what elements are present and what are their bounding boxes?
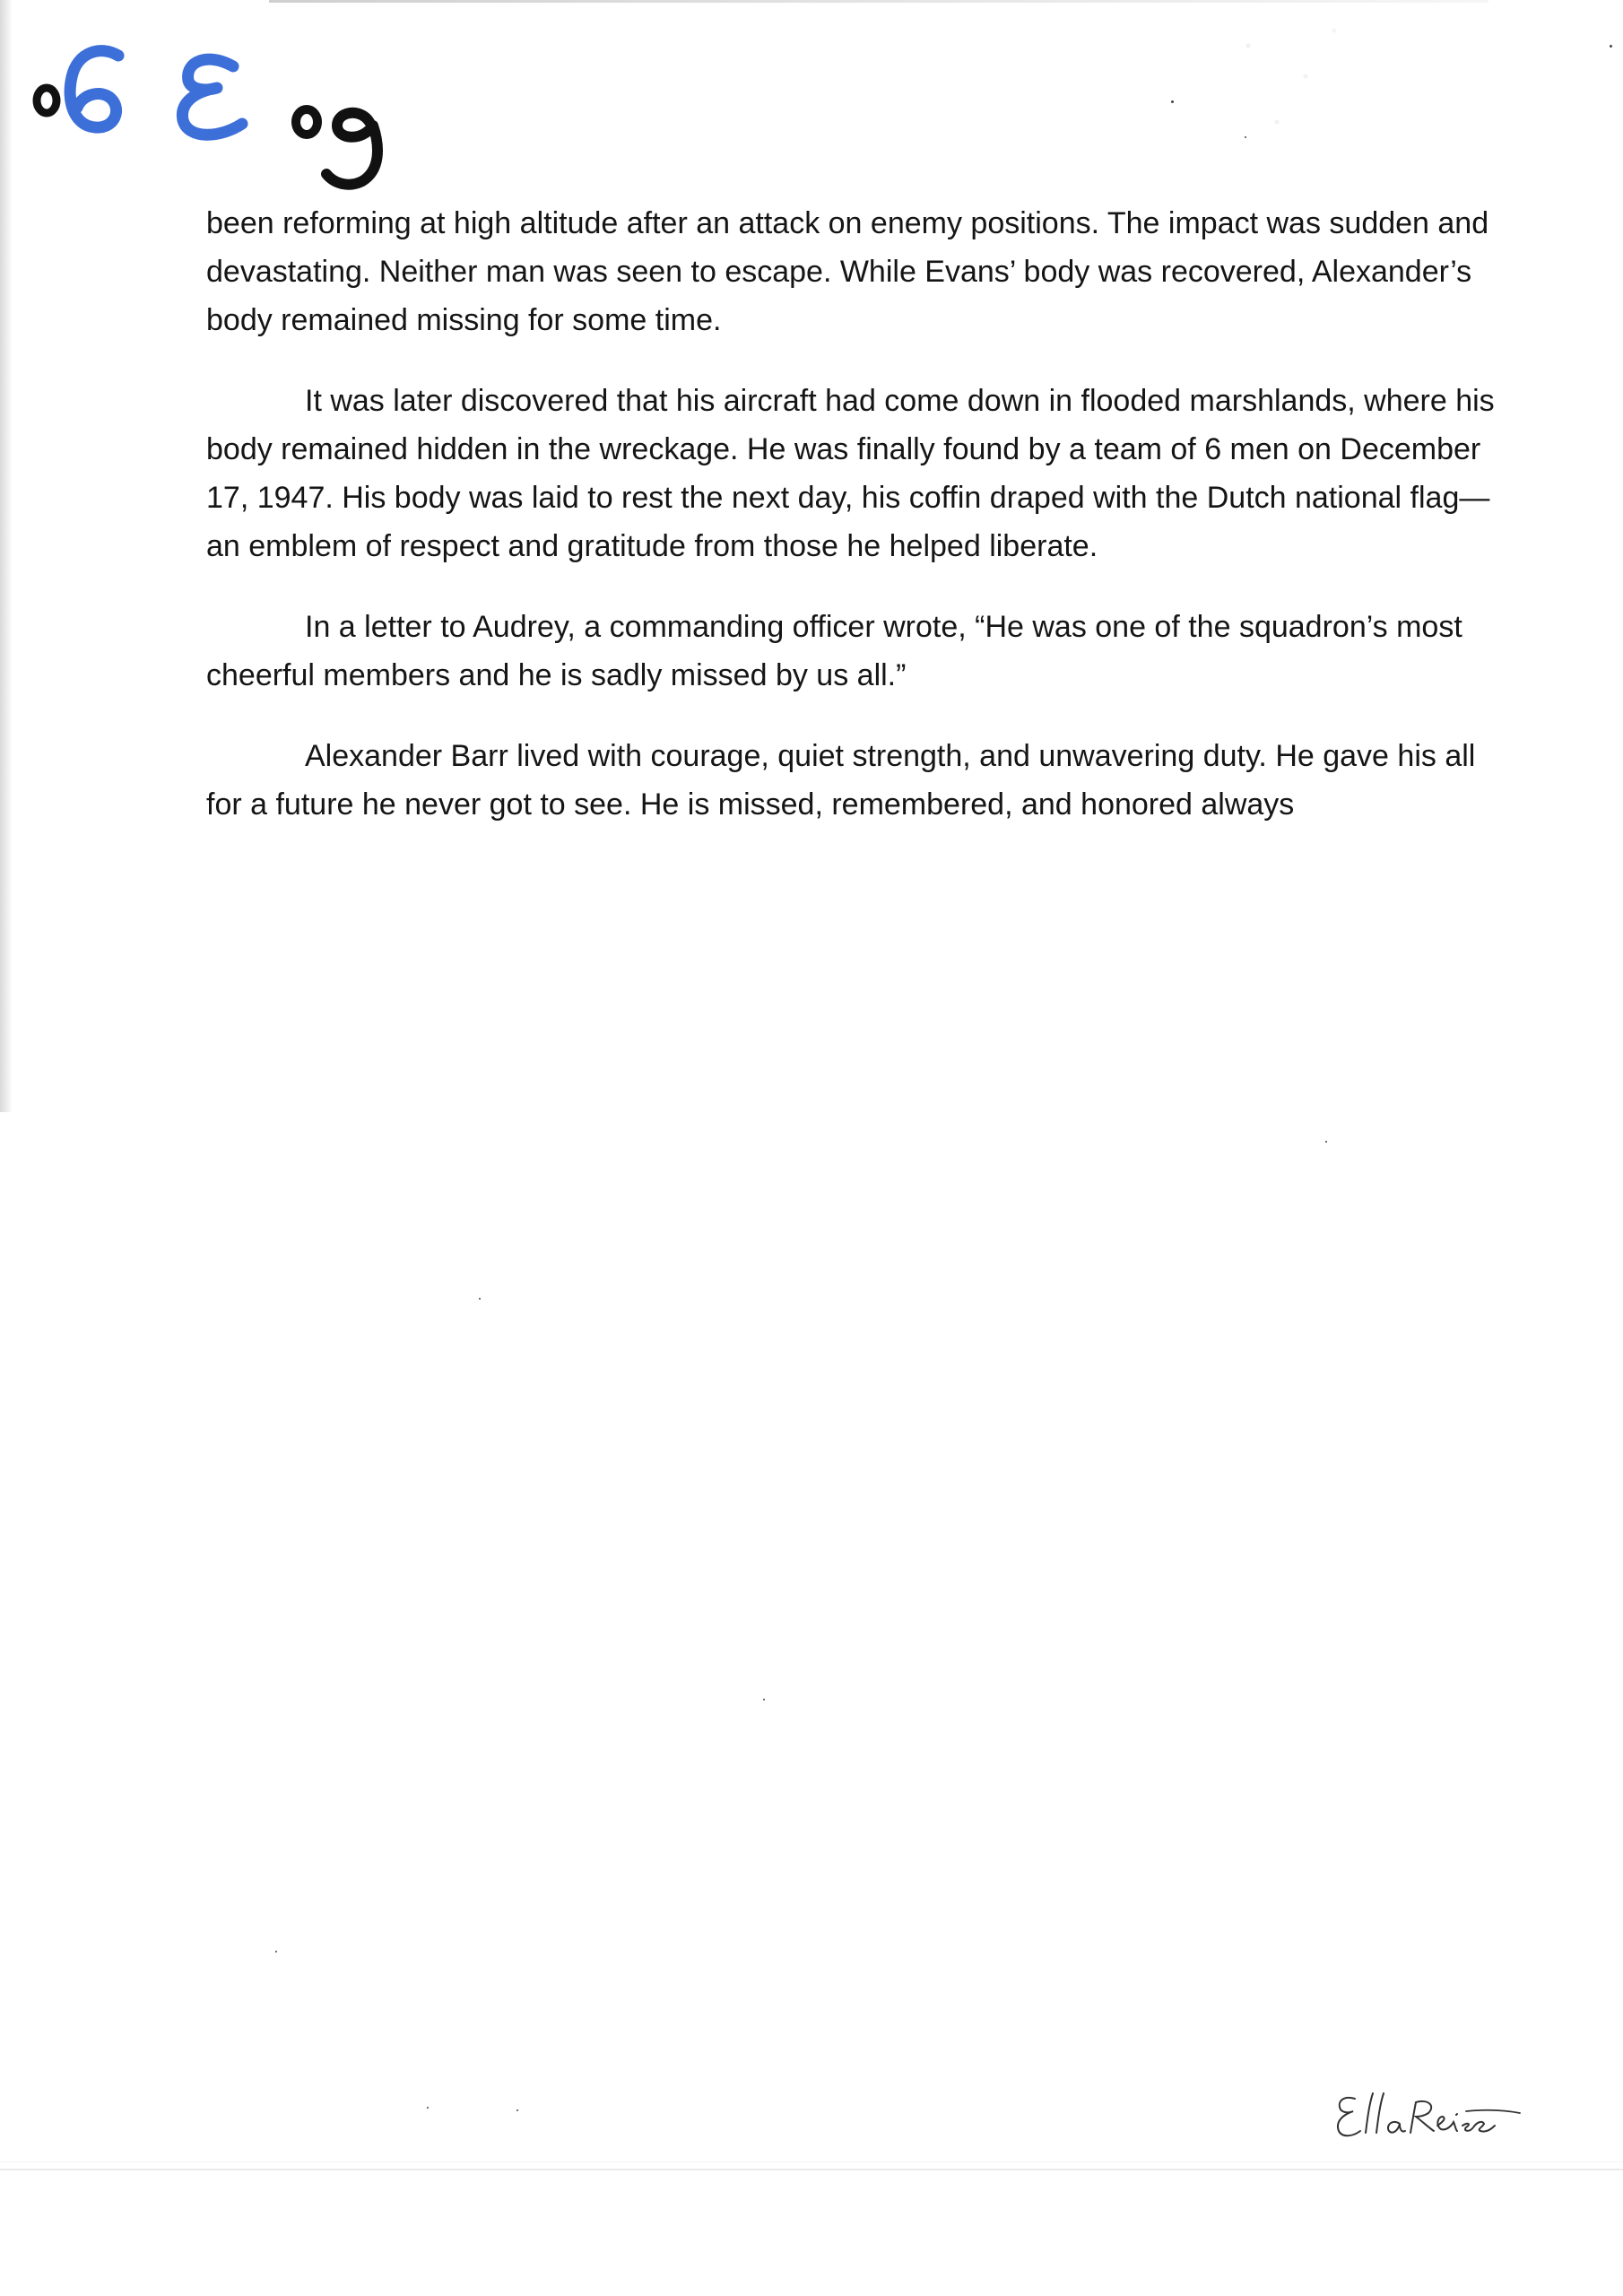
handwritten-page-code-drawing	[18, 36, 412, 197]
signature-stroke-a	[1388, 2122, 1405, 2133]
signature-drawing	[1332, 2083, 1529, 2145]
code-stroke-nine	[326, 113, 378, 185]
scan-speck	[763, 1699, 765, 1700]
scan-speck	[427, 2107, 429, 2109]
scan-speck	[1245, 136, 1246, 138]
scan-speck	[1610, 45, 1612, 48]
scan-bottom-edge	[0, 2169, 1623, 2170]
handwritten-page-code	[18, 36, 412, 197]
paragraph-2: It was later discovered that his aircraft had come down in flooded marshlands, where his body remained hidden in the wreckage. He was finally found by a team of 6 men on December 17, 1947. His body was laid to rest the next day, his coffin draped with the Dutch national flag—an emblem of respect and gratitude from those he helped liberate.	[206, 384, 1495, 563]
signature-stroke-ll	[1366, 2093, 1384, 2133]
paragraph-1: been reforming at high altitude after an attack on enemy positions. The impact was sudden and devastating. Neither man was seen to escape. While Evans’ body was recovered, Alexander’s body remained missing for some time.	[206, 206, 1489, 337]
code-stroke-six	[70, 51, 118, 128]
signature-underline	[1466, 2110, 1520, 2113]
signature-stroke-e	[1338, 2098, 1360, 2135]
code-stroke-zero	[37, 88, 56, 113]
scan-speck	[479, 1298, 481, 1300]
paragraph-3: In a letter to Audrey, a commanding officer wrote, “He was one of the squadron’s most cheerful members and he is sadly missed by us all.”	[206, 610, 1462, 692]
handwritten-signature	[1332, 2083, 1529, 2145]
document-body	[206, 199, 1497, 861]
signature-stroke-eise	[1437, 2114, 1495, 2132]
scan-speck	[1325, 1141, 1327, 1143]
scan-speck	[275, 1951, 277, 1952]
paragraph-4: Alexander Barr lived with courage, quiet strength, and unwavering duty. He gave his all for a future he never got to see. He is missed, remembered, and honored always	[206, 739, 1476, 822]
scan-noise	[1219, 0, 1363, 152]
scan-speck	[1171, 100, 1174, 103]
scan-speck	[516, 2109, 518, 2111]
code-stroke-zero-2	[296, 109, 317, 135]
scan-left-shadow	[0, 0, 13, 1112]
signature-stroke-r	[1410, 2101, 1434, 2133]
code-stroke-e	[182, 59, 242, 135]
scan-bottom-edge-faint	[0, 2161, 1623, 2162]
